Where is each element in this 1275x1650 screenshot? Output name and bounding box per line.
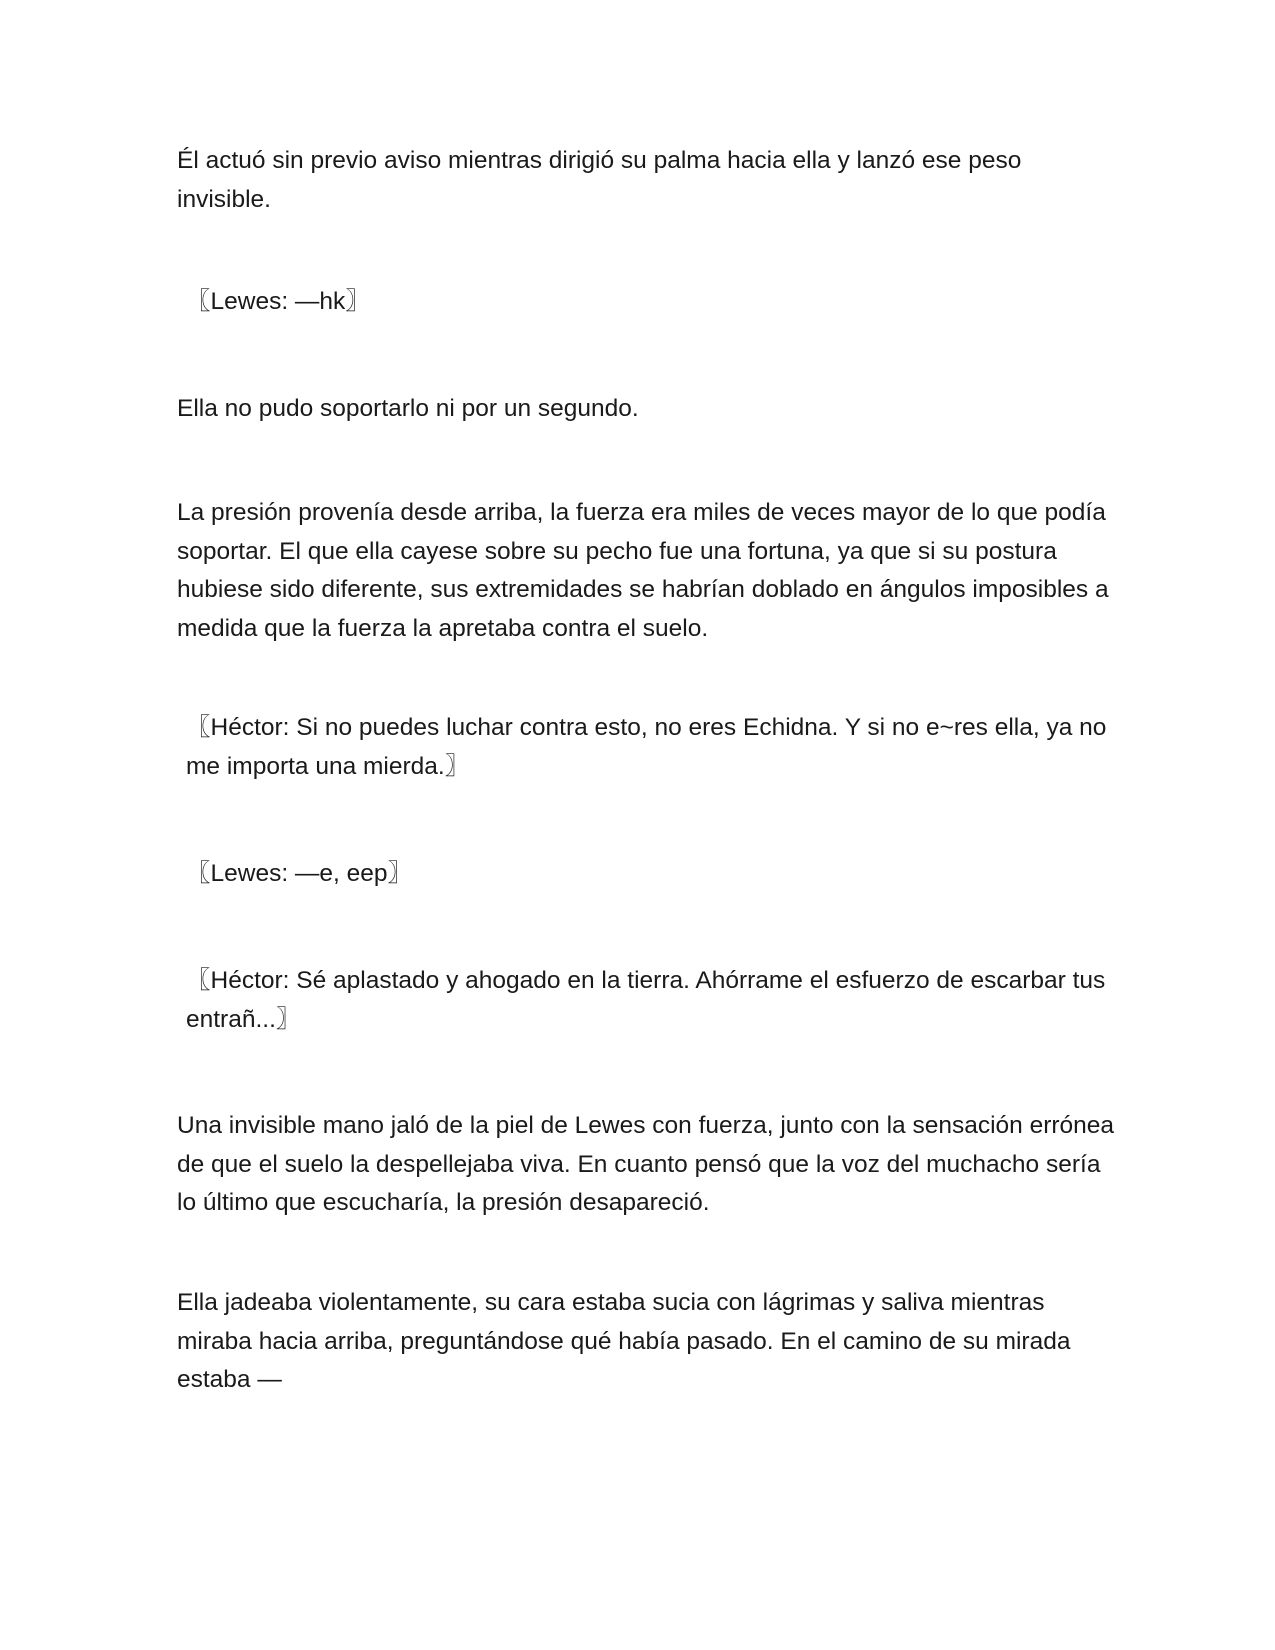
paragraph-narration: Ella no pudo soportarlo ni por un segundo. (177, 395, 639, 422)
paragraph-narration: Una invisible mano jaló de la piel de Lewes con fuerza, junto con la sensación errónea de que el suelo la despellejaba viva. En cuanto pensó que la voz del muchacho sería lo último que escucharía, la presión desapareció. (177, 1112, 1115, 1216)
paragraph-narration: La presión provenía desde arriba, la fuerza era miles de veces mayor de lo que podía soportar. El que ella cayese sobre su pecho fue una fortuna, ya que si su postura hubiese sido diferente, sus extremidades se habrían doblado en ángulos imposibles a medida que la fuerza la apretaba contra el suelo. (177, 499, 1109, 642)
paragraph-dialogue-lewes: 〖Lewes: —hk〗 (186, 288, 370, 315)
paragraph-dialogue-lewes: 〖Lewes: —e, eep〗 (186, 860, 413, 887)
paragraph-dialogue-hector: 〖Héctor: Sé aplastado y ahogado en la tierra. Ahórrame el esfuerzo de escarbar tus entrañ...〗 (186, 967, 1106, 1033)
paragraph-narration: Ella jadeaba violentamente, su cara estaba sucia con lágrimas y saliva mientras miraba hacia arriba, preguntándose qué había pasado. En el camino de su mirada estaba — (177, 1289, 1071, 1393)
paragraph-narration: Él actuó sin previo aviso mientras dirigió su palma hacia ella y lanzó ese peso invisible. (177, 147, 1022, 213)
paragraph-dialogue-hector: 〖Héctor: Si no puedes luchar contra esto, no eres Echidna. Y si no e~res ella, ya no me importa una mierda.〗 (186, 714, 1107, 780)
